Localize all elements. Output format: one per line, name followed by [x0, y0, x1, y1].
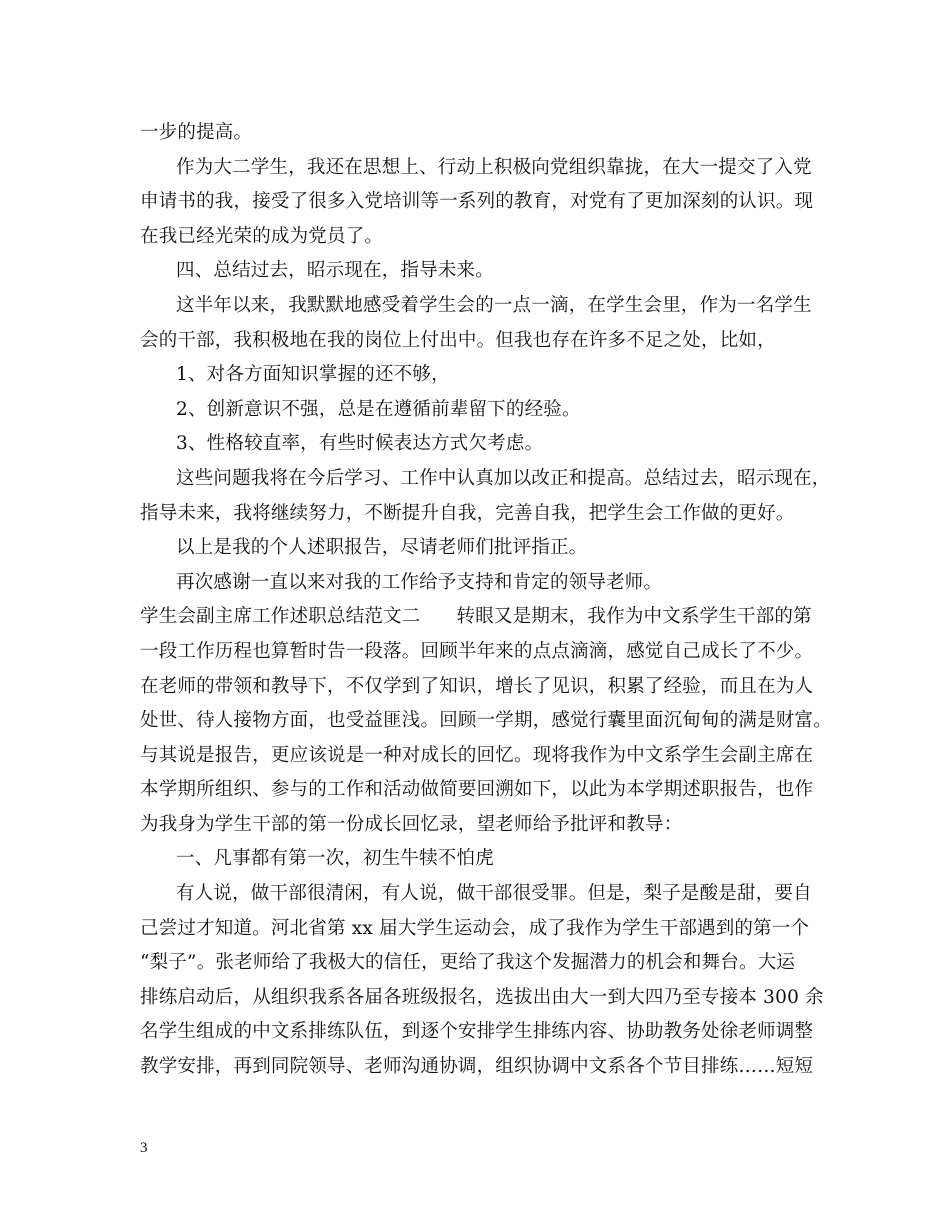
article-title: 学生会副主席工作述职总结范文二 — [140, 606, 421, 628]
text-line: 在老师的带领和教导下，不仅学到了知识，增长了见识，积累了经验，而且在为人 — [140, 675, 814, 697]
text-line: 处世、待人接物方面，也受益匪浅。回顾一学期，感觉行囊里面沉甸甸的满是财富。 — [140, 710, 832, 732]
text-line: 有人说，做干部很清闲，有人说，做干部很受罪。但是，梨子是酸是甜，要自 — [176, 883, 812, 905]
text-line: 教学安排，再到同院领导、老师沟通协调，组织协调中文系各个节目排练……短短 — [140, 1056, 814, 1078]
text-line: 这些问题我将在今后学习、工作中认真加以改正和提高。总结过去，昭示现在， — [176, 467, 831, 489]
list-item: 3、性格较直率，有些时候表达方式欠考虑。 — [176, 433, 544, 455]
page-number: 3 — [140, 1140, 148, 1156]
document-body — [140, 116, 832, 1085]
section-heading: 四、总结过去，昭示现在，指导未来。 — [176, 260, 494, 282]
text-line: 己尝过才知道。河北省第 xx 届大学生运动会，成了我作为学生干部遇到的第一个 — [140, 917, 810, 939]
text-line: 一步的提高。 — [140, 122, 253, 143]
text-line: 名学生组成的中文系排练队伍，到逐个安排学生排练内容、协助教务处徐老师调整 — [140, 1021, 814, 1043]
text-line: 与其说是报告，更应该说是一种对成长的回忆。现将我作为中文系学生会副主席在 — [140, 744, 814, 766]
text-line: 作为大二学生，我还在思想上、行动上积极向党组织靠拢，在大一提交了入党 — [176, 156, 812, 178]
text-line: 这半年以来，我默默地感受着学生会的一点一滴，在学生会里，作为一名学生 — [176, 294, 812, 316]
text-line: 一段工作历程也算暂时告一段落。回顾半年来的点点滴滴，感觉自己成长了不少。 — [140, 640, 814, 662]
text-line: 申请书的我，接受了很多入党培训等一系列的教育，对党有了更加深刻的认识。现 — [140, 191, 814, 213]
text-line-start: 转眼又是期末，我作为中文系学生干部的第 — [456, 606, 812, 628]
text-line: 本学期所组织、参与的工作和活动做简要回溯如下，以此为本学期述职报告，也作 — [140, 779, 814, 801]
list-item: 1、对各方面知识掌握的还不够， — [176, 364, 450, 386]
section-heading: 一、凡事都有第一次，初生牛犊不怕虎 — [176, 848, 494, 870]
text-line: 在我已经光荣的成为党员了。 — [140, 225, 384, 247]
text-line: “梨子”。张老师给了我极大的信任，更给了我这个发掘潜力的机会和舞台。大运 — [140, 952, 796, 974]
text-line: 再次感谢一直以来对我的工作给予支持和肯定的领导老师。 — [176, 571, 663, 593]
text-line: 以上是我的个人述职报告，尽请老师们批评指正。 — [176, 537, 588, 559]
text-line: 排练启动后，从组织我系各届各班级报名，选拔出由大一到大四乃至专接本 300 余 — [140, 986, 824, 1008]
text-line: 指导未来，我将继续努力，不断提升自我，完善自我，把学生会工作做的更好。 — [140, 502, 795, 524]
list-item: 2、创新意识不强，总是在遵循前辈留下的经验。 — [176, 398, 581, 420]
text-line: 为我身为学生干部的第一份成长回忆录，望老师给予批评和教导： — [140, 813, 683, 835]
title-line — [140, 600, 810, 635]
text-line: 会的干部，我积极地在我的岗位上付出中。但我也存在许多不足之处，比如， — [140, 329, 776, 351]
